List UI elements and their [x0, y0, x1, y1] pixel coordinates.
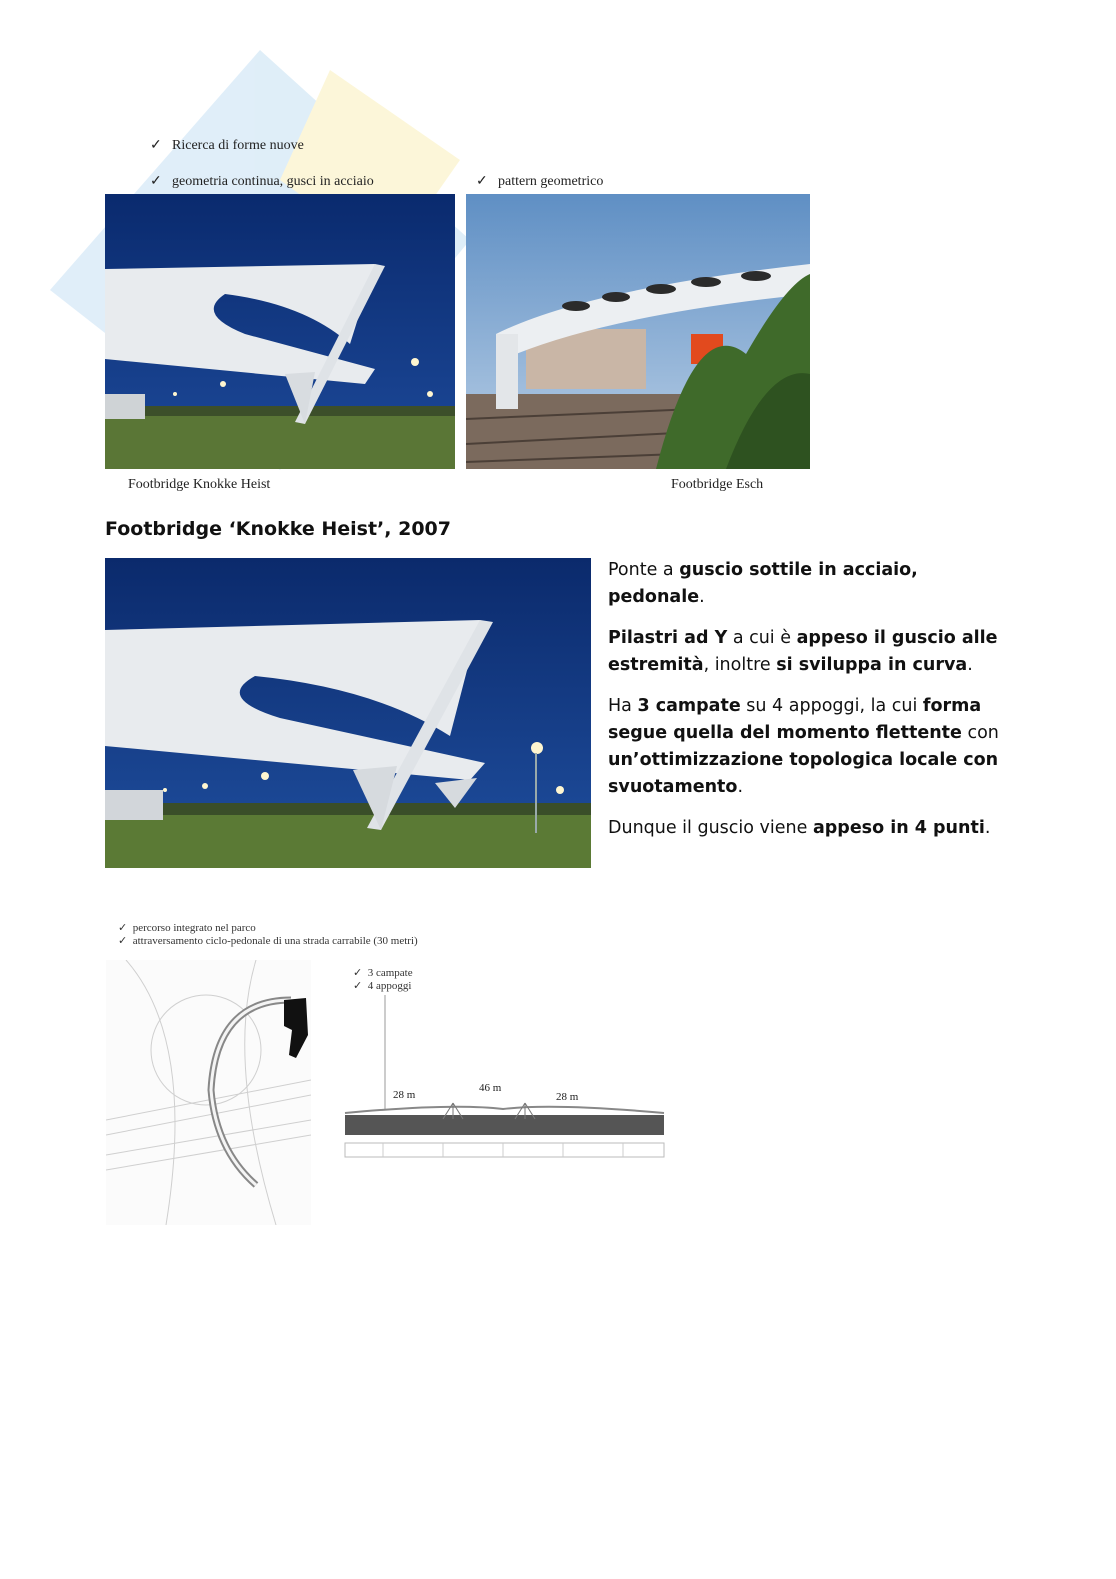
check-icon: ✓	[118, 935, 128, 947]
caption-knokke-heist: Footbridge Knokke Heist	[128, 477, 271, 492]
span-label-right: 28 m	[556, 1091, 579, 1103]
elevation-drawing	[343, 995, 666, 1160]
site-plan-drawing	[106, 960, 311, 1225]
checklist-label: geometria continua, gusci in acciaio	[172, 174, 374, 189]
check-icon: ✓	[118, 922, 128, 934]
check-icon: ✓	[353, 967, 363, 979]
elevation-note-2: ✓ 4 appoggi	[353, 980, 412, 992]
photo-esch	[466, 194, 810, 469]
description	[608, 557, 1013, 856]
caption-esch: Footbridge Esch	[671, 477, 764, 492]
drawing-note-2: ✓ attraversamento ciclo-pedonale di una strada carrabile (30 metri)	[118, 935, 418, 947]
description-p3: Ha 3 campate su 4 appoggi, la cui forma segue quella del momento flettente con un’ottimizzazione topologica locale con svuotamento.	[608, 696, 999, 797]
section-title: Footbridge ‘Knokke Heist’, 2007	[105, 518, 451, 540]
check-icon: ✓	[150, 174, 162, 189]
checklist-label: Ricerca di forme nuove	[172, 138, 304, 153]
checklist-item-geometria	[150, 173, 374, 190]
checklist-label: pattern geometrico	[498, 174, 604, 189]
check-icon: ✓	[353, 980, 363, 992]
description-p1: Ponte a guscio sottile in acciaio, pedonale.	[608, 560, 918, 607]
elevation-note-1: ✓ 3 campate	[353, 967, 413, 979]
photo-knokke-heist-large	[105, 558, 591, 868]
description-p2: Pilastri ad Y a cui è appeso il guscio alle estremità, inoltre si sviluppa in curva.	[608, 628, 998, 675]
drawing-note-1: ✓ percorso integrato nel parco	[118, 922, 256, 934]
check-icon: ✓	[476, 174, 488, 189]
span-label-middle: 46 m	[479, 1082, 502, 1094]
span-label-left: 28 m	[393, 1089, 416, 1101]
check-icon: ✓	[150, 138, 162, 153]
checklist-item-forme-nuove	[150, 137, 304, 154]
description-p4: Dunque il guscio viene appeso in 4 punti.	[608, 818, 991, 838]
checklist-item-pattern	[476, 173, 603, 190]
photo-knokke-heist-small	[105, 194, 455, 469]
